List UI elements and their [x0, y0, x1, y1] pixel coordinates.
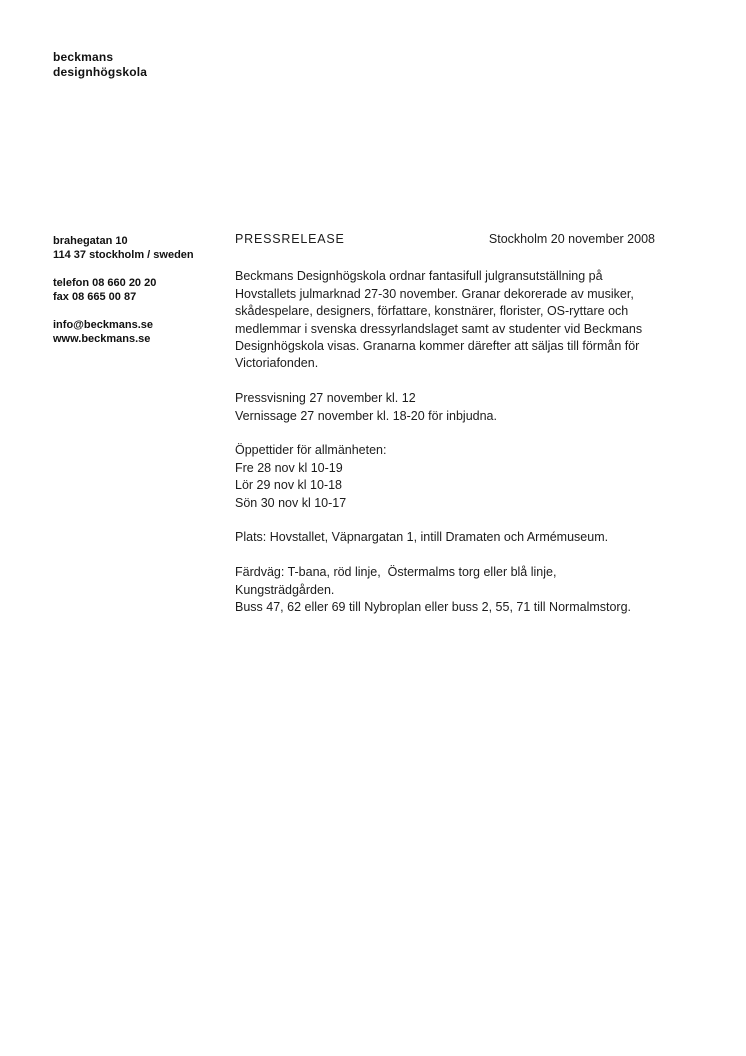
- location-block: [235, 529, 655, 546]
- telephone-number: telefon 08 660 20 20: [53, 277, 157, 289]
- press-viewing-line: Pressvisning 27 november kl. 12: [235, 391, 416, 406]
- directions-block: [235, 564, 655, 616]
- phone-block: [53, 276, 223, 304]
- intro-paragraph: Beckmans Designhögskola ordnar fantasifull julgransutställning på Hovstallets julmarknad 27-30 november. Granar dekorerade av musiker, skådespelare, designers, författare, konstnärer, florister, OS-ryttare och medlemmar i svenska dressyrlandslaget samt av studenter vid Beckmans Designhögskola visas. Granarna kommer därefter att säljas till förmån för Victoriafonden.: [235, 269, 646, 371]
- vernissage-line: Vernissage 27 november kl. 18-20 för inbjudna.: [235, 408, 497, 423]
- press-release-header: [235, 231, 655, 248]
- document-title: PRESSRELEASE: [235, 232, 345, 246]
- directions-line-2: Buss 47, 62 eller 69 till Nybroplan eller buss 2, 55, 71 till Normalmstorg.: [235, 600, 632, 615]
- address-city: 114 37 stockholm / sweden: [53, 249, 194, 261]
- logo-line-1: beckmans: [53, 50, 114, 64]
- opening-hours-title: Öppettider för allmänheten:: [235, 443, 387, 458]
- press-release-body: [235, 231, 655, 616]
- email-address: info@beckmans.se: [53, 319, 153, 331]
- fax-number: fax 08 665 00 87: [53, 291, 137, 303]
- dateline: Stockholm 20 november 2008: [488, 232, 655, 246]
- address-street: brahegatan 10: [53, 235, 128, 247]
- directions-line-1: Färdväg: T-bana, röd linje, Östermalms torg eller blå linje, Kungsträdgården.: [235, 565, 560, 597]
- opening-hours-fri: Fre 28 nov kl 10-19: [235, 460, 343, 475]
- logo-line-2: designhögskola: [53, 65, 148, 79]
- contact-sidebar: [53, 234, 223, 346]
- website-address: www.beckmans.se: [53, 333, 151, 345]
- address-block: [53, 234, 223, 262]
- opening-hours-sat: Lör 29 nov kl 10-18: [235, 478, 343, 493]
- location-line: Plats: Hovstallet, Väpnargatan 1, intill Dramaten och Armémuseum.: [235, 530, 609, 545]
- opening-hours-sun: Sön 30 nov kl 10-17: [235, 495, 347, 510]
- press-viewing-block: [235, 390, 655, 425]
- beckmans-logo: [53, 50, 147, 80]
- opening-hours-block: [235, 442, 655, 512]
- web-block: [53, 318, 223, 346]
